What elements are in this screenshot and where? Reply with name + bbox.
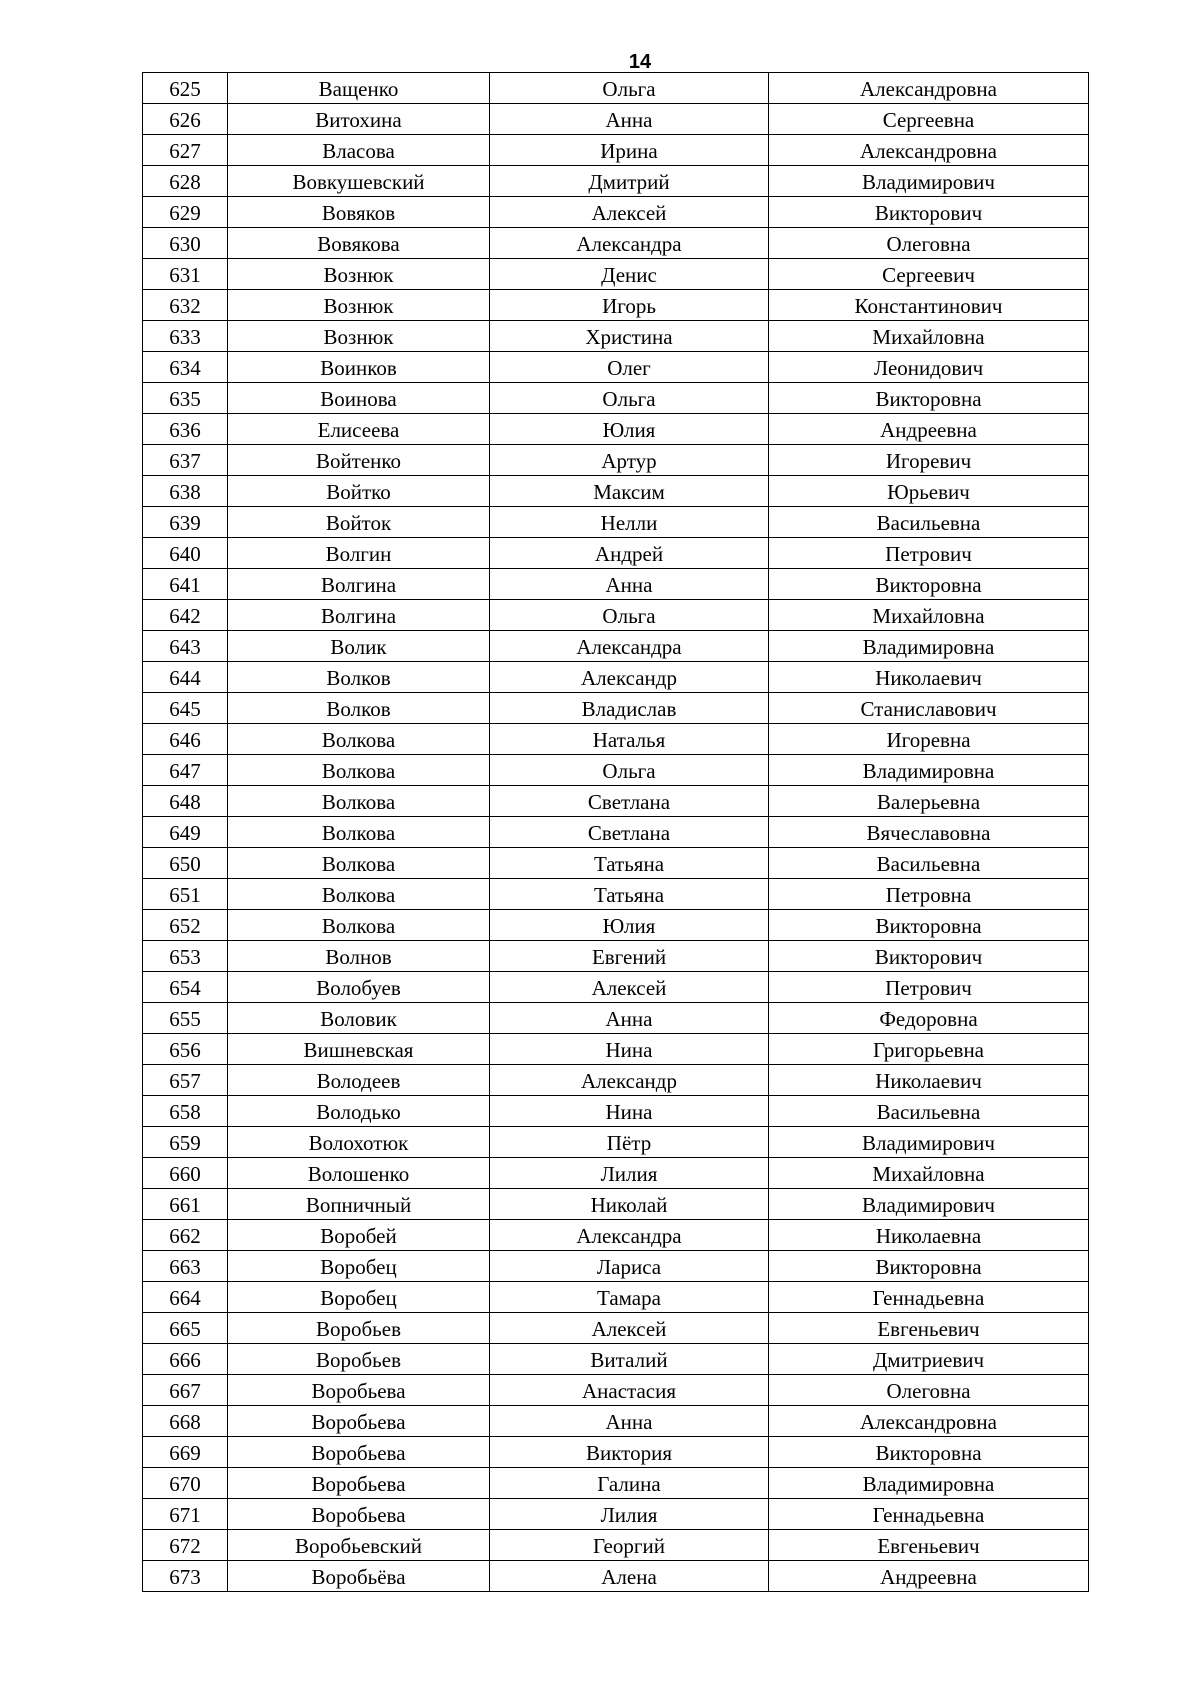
first-name-cell: Владислав	[490, 693, 769, 724]
row-number-cell: 639	[143, 507, 228, 538]
surname-cell: Воробьева	[228, 1406, 490, 1437]
table-row	[143, 1065, 1089, 1096]
patronymic-cell: Васильевна	[769, 507, 1089, 538]
table-row	[143, 1220, 1089, 1251]
first-name-cell: Юлия	[490, 414, 769, 445]
surname-cell: Волошенко	[228, 1158, 490, 1189]
table-row	[143, 1034, 1089, 1065]
patronymic-cell: Викторович	[769, 941, 1089, 972]
surname-cell: Елисеева	[228, 414, 490, 445]
surname-cell: Вовкушевский	[228, 166, 490, 197]
surname-cell: Воробьева	[228, 1375, 490, 1406]
row-number-cell: 669	[143, 1437, 228, 1468]
patronymic-cell: Александровна	[769, 1406, 1089, 1437]
first-name-cell: Юлия	[490, 910, 769, 941]
surname-cell: Волкова	[228, 786, 490, 817]
patronymic-cell: Викторовна	[769, 1437, 1089, 1468]
row-number-cell: 665	[143, 1313, 228, 1344]
table-row	[143, 1158, 1089, 1189]
patronymic-cell: Дмитриевич	[769, 1344, 1089, 1375]
row-number-cell: 640	[143, 538, 228, 569]
first-name-cell: Ольга	[490, 600, 769, 631]
patronymic-cell: Игоревна	[769, 724, 1089, 755]
row-number-cell: 636	[143, 414, 228, 445]
first-name-cell: Анна	[490, 1406, 769, 1437]
table-row	[143, 1406, 1089, 1437]
surname-cell: Войтко	[228, 476, 490, 507]
table-row	[143, 414, 1089, 445]
row-number-cell: 644	[143, 662, 228, 693]
patronymic-cell: Михайловна	[769, 600, 1089, 631]
row-number-cell: 651	[143, 879, 228, 910]
first-name-cell: Александр	[490, 1065, 769, 1096]
first-name-cell: Лилия	[490, 1158, 769, 1189]
patronymic-cell: Григорьевна	[769, 1034, 1089, 1065]
surname-cell: Волгина	[228, 569, 490, 600]
row-number-cell: 657	[143, 1065, 228, 1096]
surname-cell: Воинова	[228, 383, 490, 414]
first-name-cell: Александра	[490, 1220, 769, 1251]
surname-cell: Володеев	[228, 1065, 490, 1096]
row-number-cell: 633	[143, 321, 228, 352]
patronymic-cell: Александровна	[769, 135, 1089, 166]
row-number-cell: 650	[143, 848, 228, 879]
first-name-cell: Виктория	[490, 1437, 769, 1468]
first-name-cell: Ольга	[490, 755, 769, 786]
surname-cell: Волкова	[228, 724, 490, 755]
patronymic-cell: Михайловна	[769, 1158, 1089, 1189]
row-number-cell: 667	[143, 1375, 228, 1406]
first-name-cell: Наталья	[490, 724, 769, 755]
row-number-cell: 629	[143, 197, 228, 228]
first-name-cell: Андрей	[490, 538, 769, 569]
patronymic-cell: Владимировна	[769, 631, 1089, 662]
first-name-cell: Ольга	[490, 73, 769, 104]
row-number-cell: 659	[143, 1127, 228, 1158]
patronymic-cell: Валерьевна	[769, 786, 1089, 817]
patronymic-cell: Евгеньевич	[769, 1530, 1089, 1561]
table-row	[143, 352, 1089, 383]
table-row	[143, 941, 1089, 972]
row-number-cell: 641	[143, 569, 228, 600]
surname-cell: Волков	[228, 662, 490, 693]
table-row	[143, 538, 1089, 569]
table-row	[143, 755, 1089, 786]
patronymic-cell: Андреевна	[769, 1561, 1089, 1592]
patronymic-cell: Евгеньевич	[769, 1313, 1089, 1344]
table-row	[143, 383, 1089, 414]
row-number-cell: 654	[143, 972, 228, 1003]
patronymic-cell: Сергеевна	[769, 104, 1089, 135]
first-name-cell: Нелли	[490, 507, 769, 538]
table-row	[143, 1344, 1089, 1375]
table-row	[143, 569, 1089, 600]
patronymic-cell: Васильевна	[769, 1096, 1089, 1127]
first-name-cell: Анна	[490, 1003, 769, 1034]
table-row	[143, 290, 1089, 321]
patronymic-cell: Викторовна	[769, 910, 1089, 941]
table-row	[143, 104, 1089, 135]
surname-cell: Вовякова	[228, 228, 490, 259]
first-name-cell: Ирина	[490, 135, 769, 166]
first-name-cell: Георгий	[490, 1530, 769, 1561]
first-name-cell: Пётр	[490, 1127, 769, 1158]
patronymic-cell: Вячеславовна	[769, 817, 1089, 848]
row-number-cell: 638	[143, 476, 228, 507]
surname-cell: Волгина	[228, 600, 490, 631]
table-row	[143, 631, 1089, 662]
patronymic-cell: Константинович	[769, 290, 1089, 321]
table-row	[143, 197, 1089, 228]
first-name-cell: Анна	[490, 569, 769, 600]
row-number-cell: 627	[143, 135, 228, 166]
table-row	[143, 507, 1089, 538]
surname-cell: Вознюк	[228, 290, 490, 321]
patronymic-cell: Федоровна	[769, 1003, 1089, 1034]
surname-cell: Воробьевский	[228, 1530, 490, 1561]
first-name-cell: Анастасия	[490, 1375, 769, 1406]
surname-cell: Власова	[228, 135, 490, 166]
row-number-cell: 672	[143, 1530, 228, 1561]
first-name-cell: Лариса	[490, 1251, 769, 1282]
row-number-cell: 673	[143, 1561, 228, 1592]
row-number-cell: 642	[143, 600, 228, 631]
table-row	[143, 166, 1089, 197]
table-row	[143, 1437, 1089, 1468]
surname-cell: Волохотюк	[228, 1127, 490, 1158]
surname-cell: Воинков	[228, 352, 490, 383]
roster-body	[143, 73, 1089, 1592]
first-name-cell: Максим	[490, 476, 769, 507]
surname-cell: Волнов	[228, 941, 490, 972]
table-row	[143, 1375, 1089, 1406]
patronymic-cell: Юрьевич	[769, 476, 1089, 507]
patronymic-cell: Александровна	[769, 73, 1089, 104]
row-number-cell: 655	[143, 1003, 228, 1034]
surname-cell: Волобуев	[228, 972, 490, 1003]
surname-cell: Воробьев	[228, 1313, 490, 1344]
row-number-cell: 670	[143, 1468, 228, 1499]
surname-cell: Волков	[228, 693, 490, 724]
first-name-cell: Артур	[490, 445, 769, 476]
first-name-cell: Светлана	[490, 817, 769, 848]
first-name-cell: Тамара	[490, 1282, 769, 1313]
surname-cell: Вовяков	[228, 197, 490, 228]
row-number-cell: 658	[143, 1096, 228, 1127]
row-number-cell: 671	[143, 1499, 228, 1530]
patronymic-cell: Петрович	[769, 972, 1089, 1003]
table-row	[143, 848, 1089, 879]
patronymic-cell: Геннадьевна	[769, 1282, 1089, 1313]
row-number-cell: 634	[143, 352, 228, 383]
surname-cell: Ващенко	[228, 73, 490, 104]
row-number-cell: 662	[143, 1220, 228, 1251]
patronymic-cell: Михайловна	[769, 321, 1089, 352]
row-number-cell: 647	[143, 755, 228, 786]
row-number-cell: 661	[143, 1189, 228, 1220]
first-name-cell: Татьяна	[490, 879, 769, 910]
surname-cell: Вознюк	[228, 321, 490, 352]
table-row	[143, 1251, 1089, 1282]
patronymic-cell: Николаевич	[769, 662, 1089, 693]
patronymic-cell: Сергеевич	[769, 259, 1089, 290]
patronymic-cell: Олеговна	[769, 228, 1089, 259]
first-name-cell: Алексей	[490, 972, 769, 1003]
first-name-cell: Лилия	[490, 1499, 769, 1530]
patronymic-cell: Владимирович	[769, 1189, 1089, 1220]
surname-cell: Воловик	[228, 1003, 490, 1034]
table-row	[143, 693, 1089, 724]
surname-cell: Володько	[228, 1096, 490, 1127]
first-name-cell: Николай	[490, 1189, 769, 1220]
first-name-cell: Виталий	[490, 1344, 769, 1375]
surname-cell: Воробьева	[228, 1499, 490, 1530]
first-name-cell: Нина	[490, 1096, 769, 1127]
table-row	[143, 1499, 1089, 1530]
table-row	[143, 1127, 1089, 1158]
table-row	[143, 445, 1089, 476]
first-name-cell: Денис	[490, 259, 769, 290]
row-number-cell: 635	[143, 383, 228, 414]
row-number-cell: 628	[143, 166, 228, 197]
first-name-cell: Игорь	[490, 290, 769, 321]
surname-cell: Войтенко	[228, 445, 490, 476]
surname-cell: Воробец	[228, 1282, 490, 1313]
surname-cell: Волкова	[228, 910, 490, 941]
table-row	[143, 73, 1089, 104]
row-number-cell: 663	[143, 1251, 228, 1282]
first-name-cell: Нина	[490, 1034, 769, 1065]
surname-cell: Волик	[228, 631, 490, 662]
roster-table	[142, 72, 1089, 1592]
row-number-cell: 645	[143, 693, 228, 724]
table-row	[143, 879, 1089, 910]
table-row	[143, 228, 1089, 259]
table-row	[143, 1096, 1089, 1127]
row-number-cell: 656	[143, 1034, 228, 1065]
surname-cell: Воробьев	[228, 1344, 490, 1375]
row-number-cell: 649	[143, 817, 228, 848]
row-number-cell: 660	[143, 1158, 228, 1189]
row-number-cell: 630	[143, 228, 228, 259]
surname-cell: Вопничный	[228, 1189, 490, 1220]
surname-cell: Волгин	[228, 538, 490, 569]
surname-cell: Войток	[228, 507, 490, 538]
table-row	[143, 1003, 1089, 1034]
table-row	[143, 135, 1089, 166]
row-number-cell: 646	[143, 724, 228, 755]
patronymic-cell: Андреевна	[769, 414, 1089, 445]
table-row	[143, 1313, 1089, 1344]
surname-cell: Волкова	[228, 848, 490, 879]
patronymic-cell: Николаевна	[769, 1220, 1089, 1251]
patronymic-cell: Викторовна	[769, 1251, 1089, 1282]
row-number-cell: 637	[143, 445, 228, 476]
row-number-cell: 668	[143, 1406, 228, 1437]
surname-cell: Воробьева	[228, 1437, 490, 1468]
table-row	[143, 1282, 1089, 1313]
row-number-cell: 664	[143, 1282, 228, 1313]
patronymic-cell: Владимировна	[769, 1468, 1089, 1499]
patronymic-cell: Николаевич	[769, 1065, 1089, 1096]
table-row	[143, 1530, 1089, 1561]
table-row	[143, 1468, 1089, 1499]
table-row	[143, 724, 1089, 755]
surname-cell: Волкова	[228, 879, 490, 910]
row-number-cell: 653	[143, 941, 228, 972]
patronymic-cell: Игоревич	[769, 445, 1089, 476]
row-number-cell: 666	[143, 1344, 228, 1375]
row-number-cell: 632	[143, 290, 228, 321]
patronymic-cell: Викторовна	[769, 383, 1089, 414]
surname-cell: Витохина	[228, 104, 490, 135]
surname-cell: Воробьева	[228, 1468, 490, 1499]
first-name-cell: Анна	[490, 104, 769, 135]
first-name-cell: Евгений	[490, 941, 769, 972]
first-name-cell: Дмитрий	[490, 166, 769, 197]
surname-cell: Вознюк	[228, 259, 490, 290]
row-number-cell: 652	[143, 910, 228, 941]
first-name-cell: Александра	[490, 631, 769, 662]
page-number: 14	[628, 51, 652, 73]
patronymic-cell: Викторовна	[769, 569, 1089, 600]
first-name-cell: Татьяна	[490, 848, 769, 879]
first-name-cell: Алена	[490, 1561, 769, 1592]
first-name-cell: Александр	[490, 662, 769, 693]
row-number-cell: 626	[143, 104, 228, 135]
table-row	[143, 817, 1089, 848]
table-row	[143, 662, 1089, 693]
first-name-cell: Галина	[490, 1468, 769, 1499]
patronymic-cell: Геннадьевна	[769, 1499, 1089, 1530]
table-row	[143, 910, 1089, 941]
first-name-cell: Светлана	[490, 786, 769, 817]
patronymic-cell: Леонидович	[769, 352, 1089, 383]
table-row	[143, 786, 1089, 817]
first-name-cell: Олег	[490, 352, 769, 383]
table-row	[143, 1189, 1089, 1220]
table-row	[143, 321, 1089, 352]
first-name-cell: Ольга	[490, 383, 769, 414]
patronymic-cell: Петрович	[769, 538, 1089, 569]
patronymic-cell: Васильевна	[769, 848, 1089, 879]
table-row	[143, 600, 1089, 631]
patronymic-cell: Станиславович	[769, 693, 1089, 724]
surname-cell: Вишневская	[228, 1034, 490, 1065]
patronymic-cell: Владимировна	[769, 755, 1089, 786]
first-name-cell: Христина	[490, 321, 769, 352]
patronymic-cell: Владимирович	[769, 1127, 1089, 1158]
first-name-cell: Алексей	[490, 1313, 769, 1344]
surname-cell: Воробьёва	[228, 1561, 490, 1592]
surname-cell: Воробей	[228, 1220, 490, 1251]
table-row	[143, 476, 1089, 507]
row-number-cell: 631	[143, 259, 228, 290]
row-number-cell: 643	[143, 631, 228, 662]
row-number-cell: 625	[143, 73, 228, 104]
patronymic-cell: Владимирович	[769, 166, 1089, 197]
row-number-cell: 648	[143, 786, 228, 817]
surname-cell: Волкова	[228, 755, 490, 786]
table-row	[143, 259, 1089, 290]
first-name-cell: Александра	[490, 228, 769, 259]
patronymic-cell: Петровна	[769, 879, 1089, 910]
patronymic-cell: Олеговна	[769, 1375, 1089, 1406]
surname-cell: Воробец	[228, 1251, 490, 1282]
patronymic-cell: Викторович	[769, 197, 1089, 228]
surname-cell: Волкова	[228, 817, 490, 848]
table-row	[143, 972, 1089, 1003]
first-name-cell: Алексей	[490, 197, 769, 228]
table-row	[143, 1561, 1089, 1592]
